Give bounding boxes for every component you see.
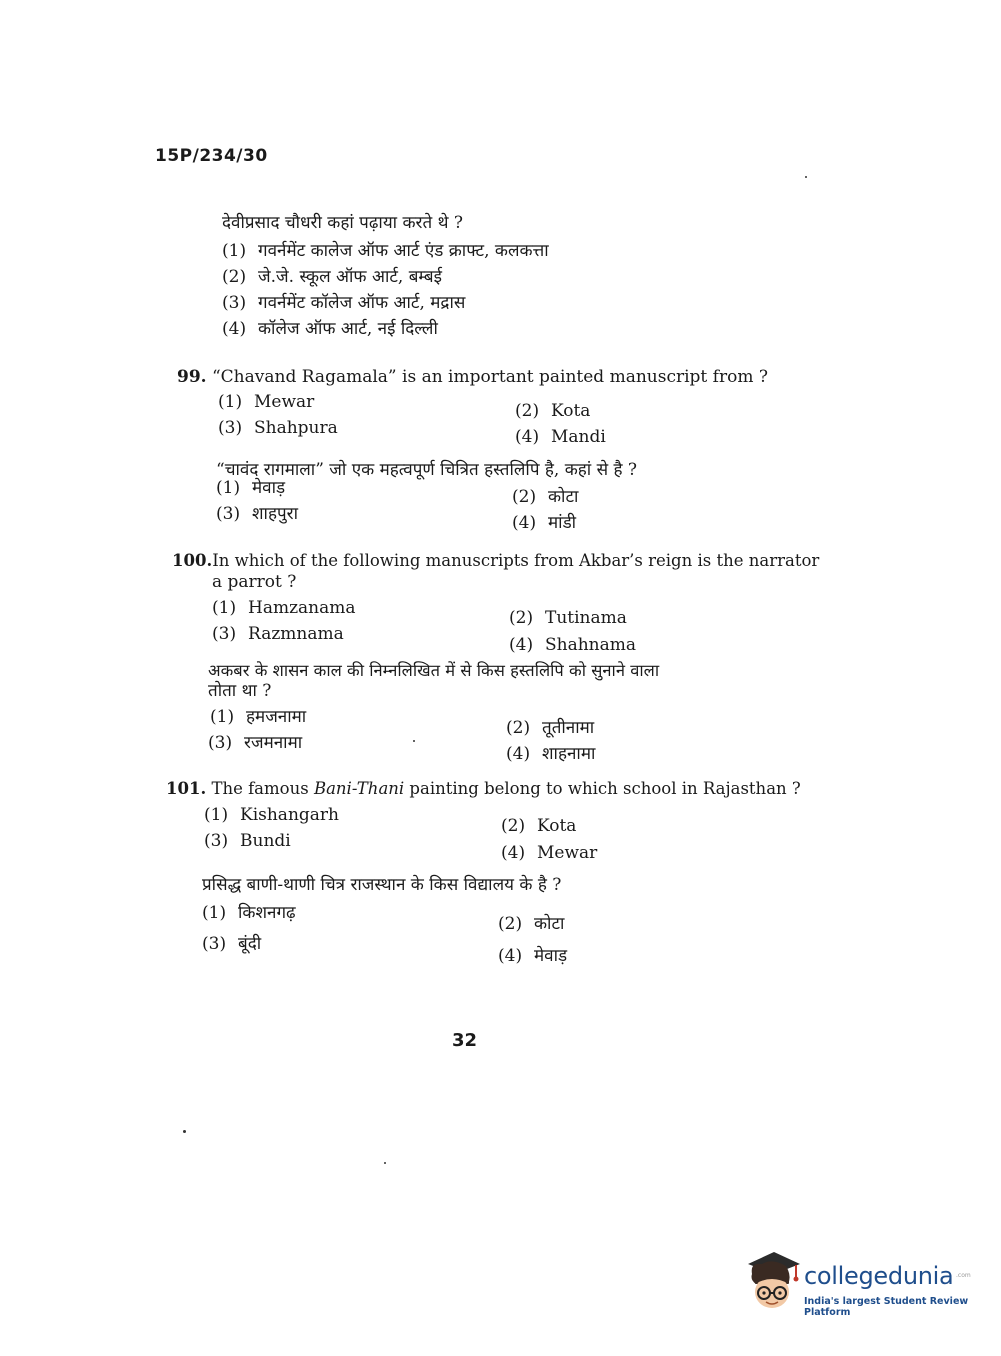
option-text: Shahnama: [545, 635, 637, 655]
logo-domain-suffix: .com: [956, 1272, 971, 1279]
q99-option-2-hindi: [512, 486, 578, 508]
q100-option-1-hindi: [210, 706, 306, 728]
option-text: शाहपुरा: [252, 504, 299, 524]
q99-option-3-hindi: [216, 503, 298, 525]
question-number: 100.: [172, 551, 213, 570]
option-number: (4): [498, 946, 523, 966]
q100-question-english-line2: a parrot ?: [212, 572, 297, 592]
option-number: (4): [222, 319, 247, 339]
option-number: (2): [506, 718, 531, 738]
q99-option-1: [218, 391, 314, 413]
option-text: Mewar: [254, 392, 315, 412]
option-text: Kota: [537, 816, 577, 836]
option-text: गवर्नमेंट कॉलेज ऑफ आर्ट, मद्रास: [258, 293, 466, 313]
q101-option-4-hindi: [498, 945, 567, 967]
q100-option-2-hindi: [506, 717, 594, 739]
option-number: (3): [216, 504, 241, 524]
scan-speck: [413, 740, 415, 742]
option-number: (3): [202, 934, 227, 954]
option-number: (3): [222, 293, 247, 313]
q100-option-3-hindi: [208, 732, 302, 754]
q99-option-3: [218, 417, 338, 439]
option-number: (4): [501, 843, 526, 863]
page-number: 32: [452, 1030, 478, 1051]
q101-option-1-hindi: [202, 902, 296, 924]
option-number: (4): [512, 513, 537, 533]
option-number: (2): [222, 267, 247, 287]
option-number: (1): [216, 478, 241, 498]
exam-code: 15P/234/30: [155, 146, 268, 166]
q101-option-3: [204, 830, 291, 852]
option-text: Kota: [551, 401, 591, 421]
question-number: 101.: [166, 779, 207, 798]
option-text: गवर्नमेंट कालेज ऑफ आर्ट एंड क्राफ्ट, कलकत्ता: [258, 241, 549, 261]
option-text: शाहनामा: [542, 744, 596, 764]
option-text: Razmnama: [248, 624, 344, 644]
option-number: (1): [222, 241, 247, 261]
question-text-post: painting belong to which school in Rajasthan ?: [404, 779, 801, 798]
q99-option-1-hindi: [216, 477, 285, 499]
q99-question-hindi: “चावंद रागमाला” जो एक महत्वपूर्ण चित्रित हस्तलिपि है, कहां से है ?: [216, 460, 638, 480]
option-text: Kishangarh: [240, 805, 339, 825]
option-number: (3): [218, 418, 243, 438]
q99-option-4: [515, 426, 606, 448]
q98-question-hindi: देवीप्रसाद चौधरी कहां पढ़ाया करते थे ?: [222, 213, 463, 233]
scan-speck: [384, 1162, 386, 1164]
option-text: जे.जे. स्कूल ऑफ आर्ट, बम्बई: [258, 267, 442, 287]
option-text: कोटा: [548, 487, 579, 507]
option-text: हमजनामा: [246, 707, 307, 727]
question-text-pre: The famous: [211, 779, 314, 798]
option-text: कोटा: [534, 914, 565, 934]
q101-question-hindi: प्रसिद्ध बाणी-थाणी चित्र राजस्थान के किस विद्यालय के है ?: [202, 875, 562, 895]
q101-question-english: [166, 778, 801, 800]
option-text: Tutinama: [545, 608, 627, 628]
q98-option-1-hindi: [222, 240, 549, 262]
question-number: 99.: [177, 367, 207, 387]
option-text: रजमनामा: [244, 733, 303, 753]
q101-option-1: [204, 804, 339, 826]
option-text: मांडी: [548, 513, 577, 533]
q100-question-english: [172, 550, 819, 572]
question-text: In which of the following manuscripts from Akbar’s reign is the narrator: [212, 551, 820, 570]
option-text: Hamzanama: [248, 598, 356, 618]
option-text: Mewar: [537, 843, 598, 863]
option-number: (4): [506, 744, 531, 764]
logo-tagline: India's largest Student Review Platform: [804, 1296, 969, 1318]
q98-option-3-hindi: [222, 292, 465, 314]
q100-option-3: [212, 623, 344, 645]
option-number: (2): [501, 816, 526, 836]
q100-option-4-hindi: [506, 743, 595, 765]
option-text: मेवाड़: [534, 946, 568, 966]
option-text: तूतीनामा: [542, 718, 595, 738]
q100-option-1: [212, 597, 356, 619]
option-number: (2): [509, 608, 534, 628]
q99-option-2: [515, 400, 590, 422]
question-text: “Chavand Ragamala” is an important painted manuscript from ?: [211, 367, 768, 387]
q98-option-2-hindi: [222, 266, 442, 288]
scan-speck: [183, 1130, 186, 1133]
option-number: (1): [202, 903, 227, 923]
q99-question-english: [177, 366, 768, 388]
option-text: Mandi: [551, 427, 606, 447]
option-text: Shahpura: [254, 418, 338, 438]
option-text: कॉलेज ऑफ आर्ट, नई दिल्ली: [258, 319, 438, 339]
scan-speck: [805, 176, 807, 178]
q101-option-2-hindi: [498, 913, 564, 935]
option-text: Bundi: [240, 831, 291, 851]
painting-name: Bani-Thani: [313, 779, 405, 798]
option-text: मेवाड़: [252, 478, 286, 498]
q100-option-2: [509, 607, 627, 629]
option-text: किशनगढ़: [238, 903, 296, 923]
q100-question-hindi: अकबर के शासन काल की निम्नलिखित में से किस हस्तलिपि को सुनाने वाला: [208, 661, 660, 680]
q100-question-hindi-line2: तोता था ?: [208, 681, 272, 701]
collegedunia-watermark: [742, 1250, 972, 1318]
option-number: (3): [212, 624, 237, 644]
q101-option-4: [501, 842, 597, 864]
option-number: (4): [515, 427, 540, 447]
option-number: (2): [515, 401, 540, 421]
option-number: (2): [512, 487, 537, 507]
option-text: बूंदी: [238, 934, 262, 954]
option-number: (1): [212, 598, 237, 618]
option-number: (4): [509, 635, 534, 655]
q99-option-4-hindi: [512, 512, 576, 534]
q101-option-2: [501, 815, 576, 837]
option-number: (1): [210, 707, 235, 727]
option-number: (3): [208, 733, 233, 753]
option-number: (1): [204, 805, 229, 825]
logo-name: collegedunia: [804, 1262, 954, 1290]
option-number: (1): [218, 392, 243, 412]
mascot-icon: [742, 1250, 802, 1314]
q98-option-4-hindi: [222, 318, 438, 340]
option-number: (3): [204, 831, 229, 851]
q100-option-4: [509, 634, 636, 656]
q101-option-3-hindi: [202, 933, 261, 955]
option-number: (2): [498, 914, 523, 934]
